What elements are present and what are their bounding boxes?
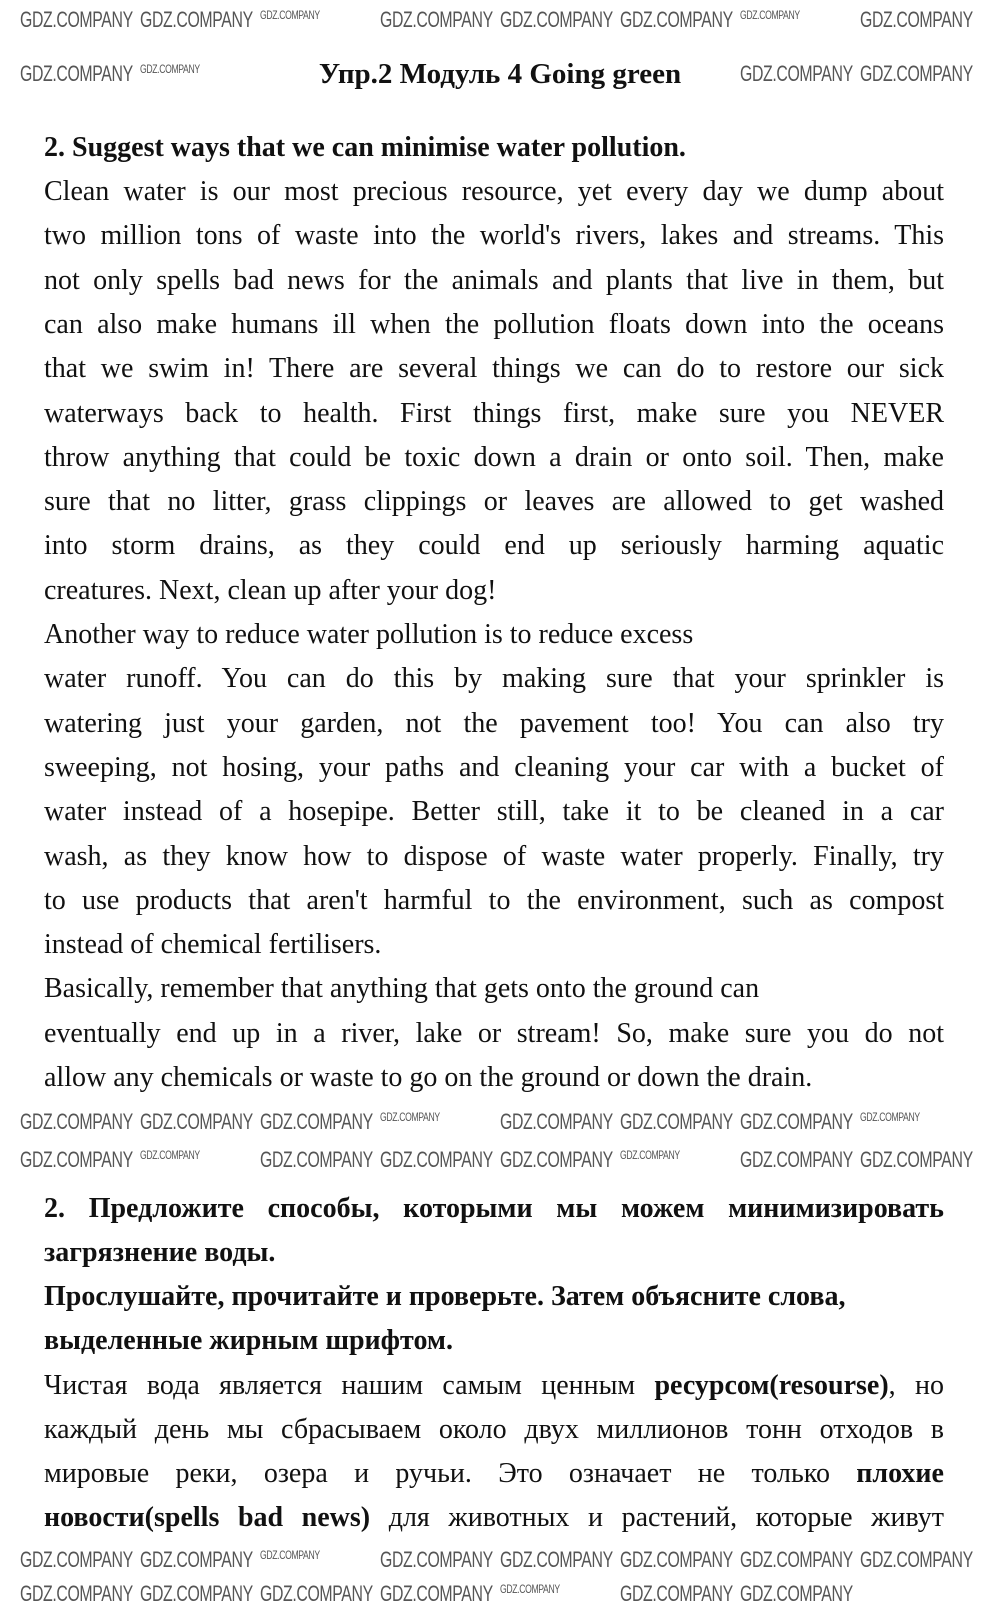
text-line: wash, as they know how to dispose of waste water properly. Finally, try [44,840,944,872]
watermark: GDZ.COMPANY [500,1547,613,1572]
watermark: GDZ.COMPANY [620,1581,733,1606]
watermark: GDZ.COMPANY [380,1110,440,1124]
text-line: into storm drains, as they could end up seriously harming aquatic [44,530,944,562]
watermark: GDZ.COMPANY [140,1109,253,1134]
watermark: GDZ.COMPANY [620,1547,733,1572]
text: мировые реки, озера и ручьи. Это означает не только [44,1458,857,1489]
watermark: GDZ.COMPANY [20,1147,133,1172]
exercise-heading-ru-line1: 2. Предложите способы, которыми мы можем минимизировать [44,1193,944,1224]
exercise-heading-en: 2. Suggest ways that we can minimise water pollution. [44,132,686,163]
watermark: GDZ.COMPANY [20,61,133,86]
ru-text-line [44,1496,944,1540]
text-line: creatures. Next, clean up after your dog! [44,574,497,606]
ru-text-line [44,1364,944,1408]
watermark: GDZ.COMPANY [860,1147,973,1172]
watermark: GDZ.COMPANY [260,8,320,22]
text-line: throw anything that could be toxic down a drain or onto soil. Then, make [44,441,944,473]
watermark: GDZ.COMPANY [20,1547,133,1572]
watermark: GDZ.COMPANY [740,1547,853,1572]
watermark: GDZ.COMPANY [380,1547,493,1572]
watermark: GDZ.COMPANY [860,61,973,86]
watermark: GDZ.COMPANY [140,1148,200,1162]
watermark: GDZ.COMPANY [500,7,613,32]
watermark: GDZ.COMPANY [140,1547,253,1572]
text: для животных и растений, которые живут [370,1502,944,1533]
watermark: GDZ.COMPANY [260,1548,320,1562]
watermark: GDZ.COMPANY [740,8,800,22]
bold-term: плохие [856,1458,944,1489]
watermark: GDZ.COMPANY [620,1109,733,1134]
watermark: GDZ.COMPANY [260,1147,373,1172]
ru-text-line: каждый день мы сбрасываем около двух миллионов тонн отходов в [44,1414,944,1445]
text: Чистая вода является нашим самым ценным [44,1370,655,1401]
watermark: GDZ.COMPANY [380,7,493,32]
watermark: GDZ.COMPANY [620,7,733,32]
text-line: eventually end up in a river, lake or stream! So, make sure you do not [44,1017,944,1049]
text-line: water instead of a hosepipe. Better still, take it to be cleaned in a car [44,796,944,828]
watermark: GDZ.COMPANY [740,1581,853,1606]
text-line: not only spells bad news for the animals and plants that live in them, but [44,264,944,296]
text: , но [888,1370,944,1401]
watermark: GDZ.COMPANY [20,1581,133,1606]
instruction-ru-line2: выделенные жирным шрифтом. [44,1325,453,1356]
exercise-heading-ru-line2: загрязнение воды. [44,1237,276,1268]
watermark: GDZ.COMPANY [140,1581,253,1606]
watermark: GDZ.COMPANY [260,1581,373,1606]
watermark: GDZ.COMPANY [740,61,853,86]
watermark: GDZ.COMPANY [380,1581,493,1606]
text-line: Clean water is our most precious resource, yet every day we dump about [44,176,944,207]
text-line: waterways back to health. First things first, make sure you NEVER [44,397,944,429]
text-line: allow any chemicals or waste to go on the ground or down the drain. [44,1062,813,1093]
watermark: GDZ.COMPANY [380,1147,493,1172]
text-line: Another way to reduce water pollution is to reduce excess [44,619,694,650]
text-line: Basically, remember that anything that gets onto the ground can [44,973,760,1005]
text-line: water runoff. You can do this by making sure that your sprinkler is [44,663,944,695]
watermark: GDZ.COMPANY [500,1147,613,1172]
text-line: sweeping, not hosing, your paths and cleaning your car with a bucket of [44,751,944,783]
ru-text-line [44,1452,944,1496]
instruction-ru-line1: Прослушайте, прочитайте и проверьте. Затем объясните слова, [44,1281,846,1312]
watermark: GDZ.COMPANY [500,1109,613,1134]
watermark: GDZ.COMPANY [500,1582,560,1596]
text-line: can also make humans ill when the pollution floats down into the oceans [44,308,944,340]
watermark: GDZ.COMPANY [860,1547,973,1572]
watermark: GDZ.COMPANY [20,1109,133,1134]
watermark: GDZ.COMPANY [140,7,253,32]
watermark: GDZ.COMPANY [20,7,133,32]
text-line: two million tons of waste into the world's rivers, lakes and streams. This [44,220,944,252]
watermark: GDZ.COMPANY [740,1109,853,1134]
page-title: Упр.2 Модуль 4 Going green [318,58,682,90]
watermark: GDZ.COMPANY [740,1147,853,1172]
text-line: sure that no litter, grass clippings or leaves are allowed to get washed [44,486,944,518]
text-line: that we swim in! There are several things we can do to restore our sick [44,353,944,385]
watermark: GDZ.COMPANY [260,1109,373,1134]
watermark: GDZ.COMPANY [140,62,200,76]
text-line: to use products that aren't harmful to the environment, such as compost [44,884,944,916]
watermark: GDZ.COMPANY [620,1148,680,1162]
watermark: GDZ.COMPANY [860,7,973,32]
bold-term: ресурсом(resourse) [654,1370,889,1401]
watermark: GDZ.COMPANY [860,1110,920,1124]
text-line: watering just your garden, not the pavement too! You can also try [44,707,944,739]
bold-term: новости(spells bad news) [44,1502,371,1533]
text-line: instead of chemical fertilisers. [44,929,382,961]
